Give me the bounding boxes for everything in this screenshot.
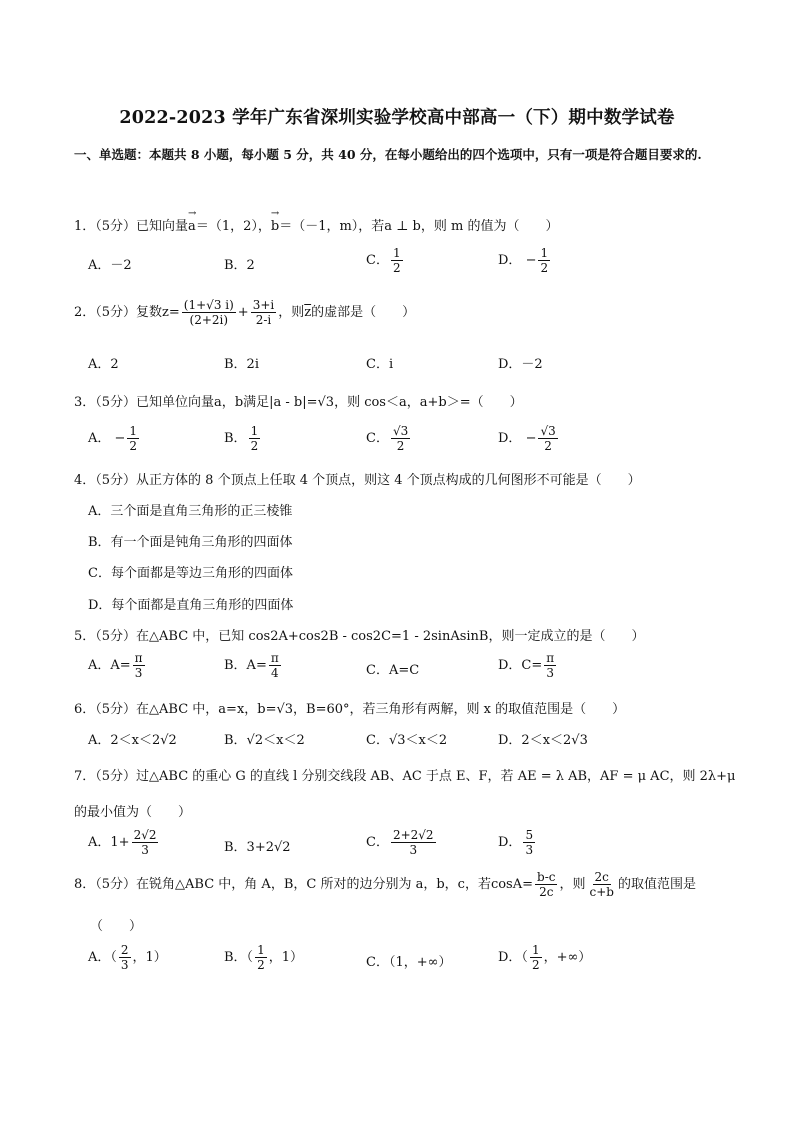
question-7-cont: 的最小值为（ ）: [74, 805, 192, 820]
q7-option-a: A．1+ $\frac{2√2}{3}$: [88, 828, 157, 857]
page-title: 2022-2023 学年广东省深圳实验学校高中部高一（下）期中数学试卷: [119, 108, 675, 128]
q5-option-a: A．A= $\frac{\pi}{3}$: [88, 651, 143, 680]
q4-option-c: C．每个面都是等边三角形的四面体: [88, 566, 293, 581]
q6-option-c: C．√3＜x＜2: [366, 733, 448, 748]
q2-option-d: D．－2: [498, 357, 543, 372]
q4-option-b: B．有一个面是钝角三角形的四面体: [88, 535, 293, 550]
q6-option-b: B．√2＜x＜2: [224, 733, 305, 748]
q6-option-d: D．2＜x＜2√3: [498, 733, 588, 748]
question-3: 3．（5分）已知单位向量a，b满足|a - b|=√3，则 cos＜a，a+b＞=（ ）: [74, 395, 523, 410]
q4-option-a: A．三个面是直角三角形的正三棱锥: [88, 504, 293, 519]
q1-option-b: B．2: [224, 258, 255, 273]
q8-option-a: A．（ $\frac{2}{3}$ ，1）: [88, 943, 167, 972]
q2-option-a: A．2: [88, 357, 119, 372]
q4-option-d: D．每个面都是直角三角形的四面体: [88, 598, 294, 613]
q7-option-b: B．3+2√2: [224, 840, 291, 855]
q2-option-c: C．i: [366, 357, 394, 372]
question-8-paren: （ ）: [90, 919, 143, 934]
q5-option-d: D．C= $\frac{\pi}{3}$: [498, 651, 555, 680]
q6-option-a: A．2＜x＜2√2: [88, 733, 177, 748]
q7-option-c: C． $\frac{2+2√2}{3}$: [366, 828, 434, 857]
q3-option-c: C． $\frac{√3}{2}$: [366, 424, 409, 453]
q8-option-b: B．（ $\frac{1}{2}$ ，1）: [224, 943, 303, 972]
q8-option-c: C．（1，+∞）: [366, 955, 452, 970]
q1-option-a: A．－2: [88, 258, 132, 273]
question-4: 4．（5分）从正方体的 8 个顶点上任取 4 个顶点，则这 4 个顶点构成的几何图形不可能是（ ）: [74, 473, 641, 488]
q3-option-d: D． − $\frac{√3}{2}$: [498, 424, 556, 453]
q5-option-c: C．A=C: [366, 663, 420, 678]
q1-option-c: C． $\frac{1}{2}$: [366, 246, 401, 275]
question-2: 2．（5分）复数z= $\frac{(1+√3 i)}{(2+2i)}$ + $\frac{3+i}{2-i}$ ，则$\overline{z}$的虚部是（ ）: [74, 298, 416, 327]
q8-option-d: D．（ $\frac{1}{2}$ ，+∞）: [498, 943, 592, 972]
q3-option-a: A． − $\frac{1}{2}$: [88, 424, 138, 453]
question-5: 5．（5分）在△ABC 中，已知 cos2A+cos2B - cos2C=1 - 2sinAsinB，则一定成立的是（ ）: [74, 629, 645, 644]
question-1: 1．（5分）已知向量→ a＝（1，2），→ b＝（－1，m），若a ⊥ b，则 m 的值为（ ）: [74, 215, 558, 234]
q3-option-b: B． $\frac{1}{2}$: [224, 424, 259, 453]
q5-option-b: B．A= $\frac{\pi}{4}$: [224, 651, 279, 680]
q1-option-d: D． − $\frac{1}{2}$: [498, 246, 549, 275]
question-8: 8．（5分）在锐角△ABC 中，角 A，B，C 所对的边分别为 a，b，c，若cosA= $\frac{b-c}{2c}$ ，则 $\frac{2c}{c+b}$ 的取值范围是: [74, 870, 696, 899]
question-6: 6．（5分）在△ABC 中，a=x，b=√3，B=60°，若三角形有两解，则 x 的取值范围是（ ）: [74, 702, 626, 717]
question-7: 7．（5分）过△ABC 的重心 G 的直线 l 分别交线段 AB、AC 于点 E、F，若 AE = λ AB，AF = μ AC，则 2λ+μ: [74, 769, 736, 784]
q2-option-b: B．2i: [224, 357, 259, 372]
section-heading: 一、单选题：本题共 8 小题，每小题 5 分，共 40 分，在每小题给出的四个选项中，只有一项是符合题目要求的.: [74, 147, 702, 162]
q7-option-d: D． $\frac{5}{3}$: [498, 828, 534, 857]
